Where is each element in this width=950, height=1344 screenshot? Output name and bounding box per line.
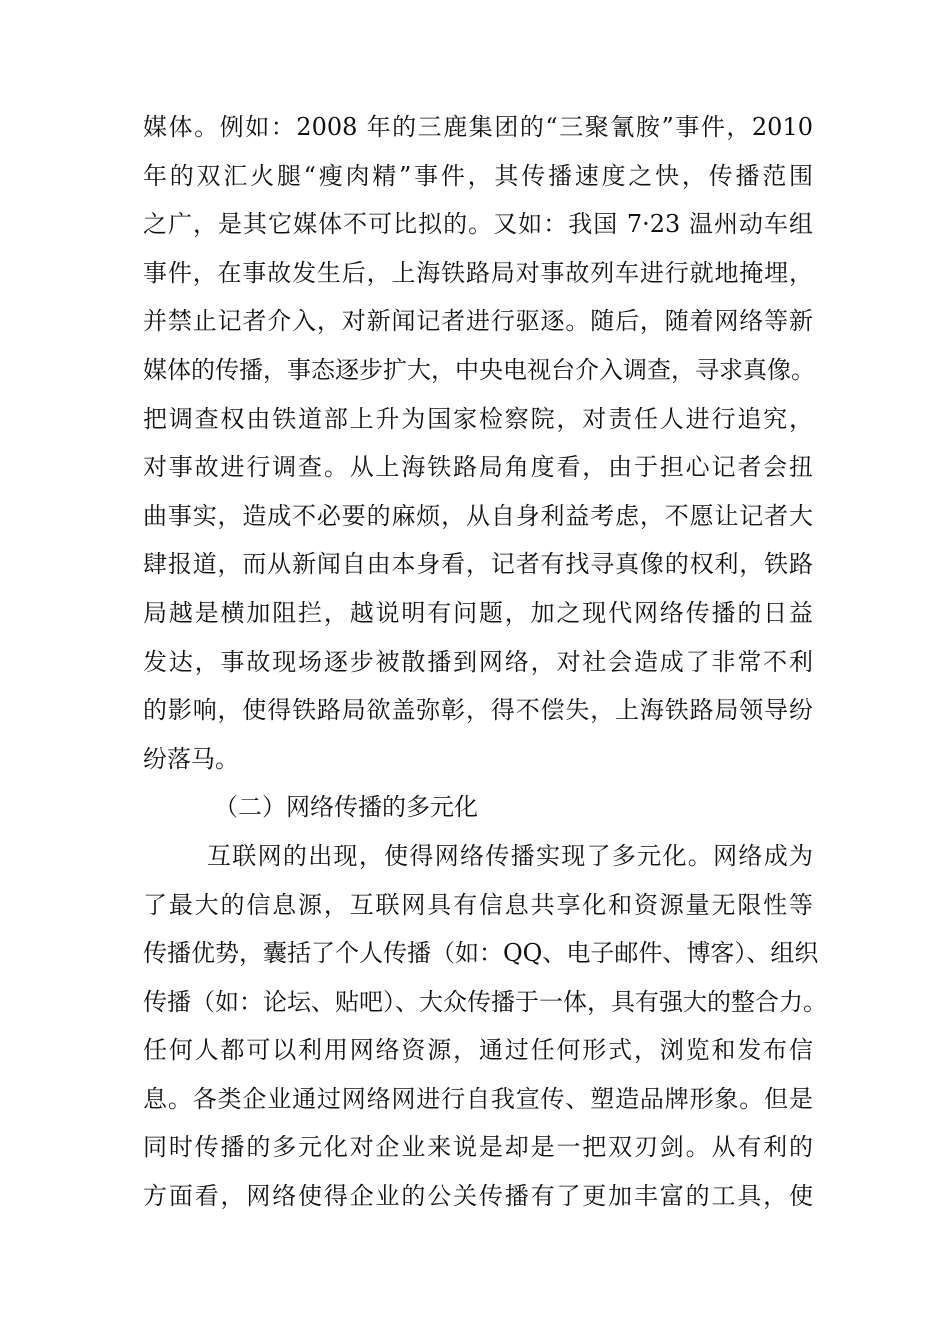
text-line: 年的双汇火腿“瘦肉精”事件，其传播速度之快，传播范围	[143, 161, 813, 190]
text-line: 息。各类企业通过网络网进行自我宣传、塑造品牌形象。但是	[143, 1084, 813, 1113]
text-line: 事件，在事故发生后，上海铁路局对事故列车进行就地掩埋，	[143, 258, 813, 287]
text-line: 之广，是其它媒体不可比拟的。又如：我国 7·23 温州动车组	[143, 210, 813, 239]
text-line: 发达，事故现场逐步被散播到网络，对社会造成了非常不利	[143, 647, 813, 676]
text-line: 同时传播的多元化对企业来说是却是一把双刃剑。从有利的	[143, 1133, 813, 1162]
text-line: 对事故进行调查。从上海铁路局角度看，由于担心记者会扭	[143, 453, 813, 482]
text-line: 任何人都可以利用网络资源，通过任何形式，浏览和发布信	[143, 1036, 813, 1065]
text-line: 了最大的信息源，互联网具有信息共享化和资源量无限性等	[143, 890, 813, 919]
document-body	[143, 103, 827, 1221]
text-line: 方面看，网络使得企业的公关传播有了更加丰富的工具，使	[143, 1182, 813, 1211]
text-line: 互联网的出现，使得网络传播实现了多元化。网络成为	[207, 841, 813, 870]
paragraph-network-diversification	[143, 832, 827, 1221]
text-line: 媒体。例如：2008 年的三鹿集团的“三聚氰胺”事件，2010	[143, 113, 813, 141]
text-line: 把调查权由铁道部上升为国家检察院，对责任人进行追究，	[143, 404, 813, 433]
paragraph-media-incidents	[143, 103, 813, 783]
text-line: 局越是横加阻拦，越说明有问题，加之现代网络传播的日益	[143, 598, 813, 627]
text-line: 传播（如：论坛、贴吧）、大众传播于一体，具有强大的整合力。	[143, 987, 827, 1016]
text-line: 肆报道，而从新闻自由本身看，记者有找寻真像的权利，铁路	[143, 550, 813, 579]
text-line: 并禁止记者介入，对新闻记者进行驱逐。随后，随着网络等新	[143, 307, 813, 336]
text-line: 纷落马。	[143, 744, 239, 773]
section-heading: （二）网络传播的多元化	[214, 793, 478, 822]
text-line: 的影响，使得铁路局欲盖弥彰，得不偿失，上海铁路局领导纷	[143, 696, 813, 725]
text-line: 传播优势，囊括了个人传播（如：QQ、电子邮件、博客）、组织	[143, 939, 819, 968]
text-line: 曲事实，造成不必要的麻烦，从自身利益考虑，不愿让记者大	[143, 501, 813, 530]
text-line: 媒体的传播，事态逐步扩大，中央电视台介入调查，寻求真像。	[143, 355, 815, 384]
